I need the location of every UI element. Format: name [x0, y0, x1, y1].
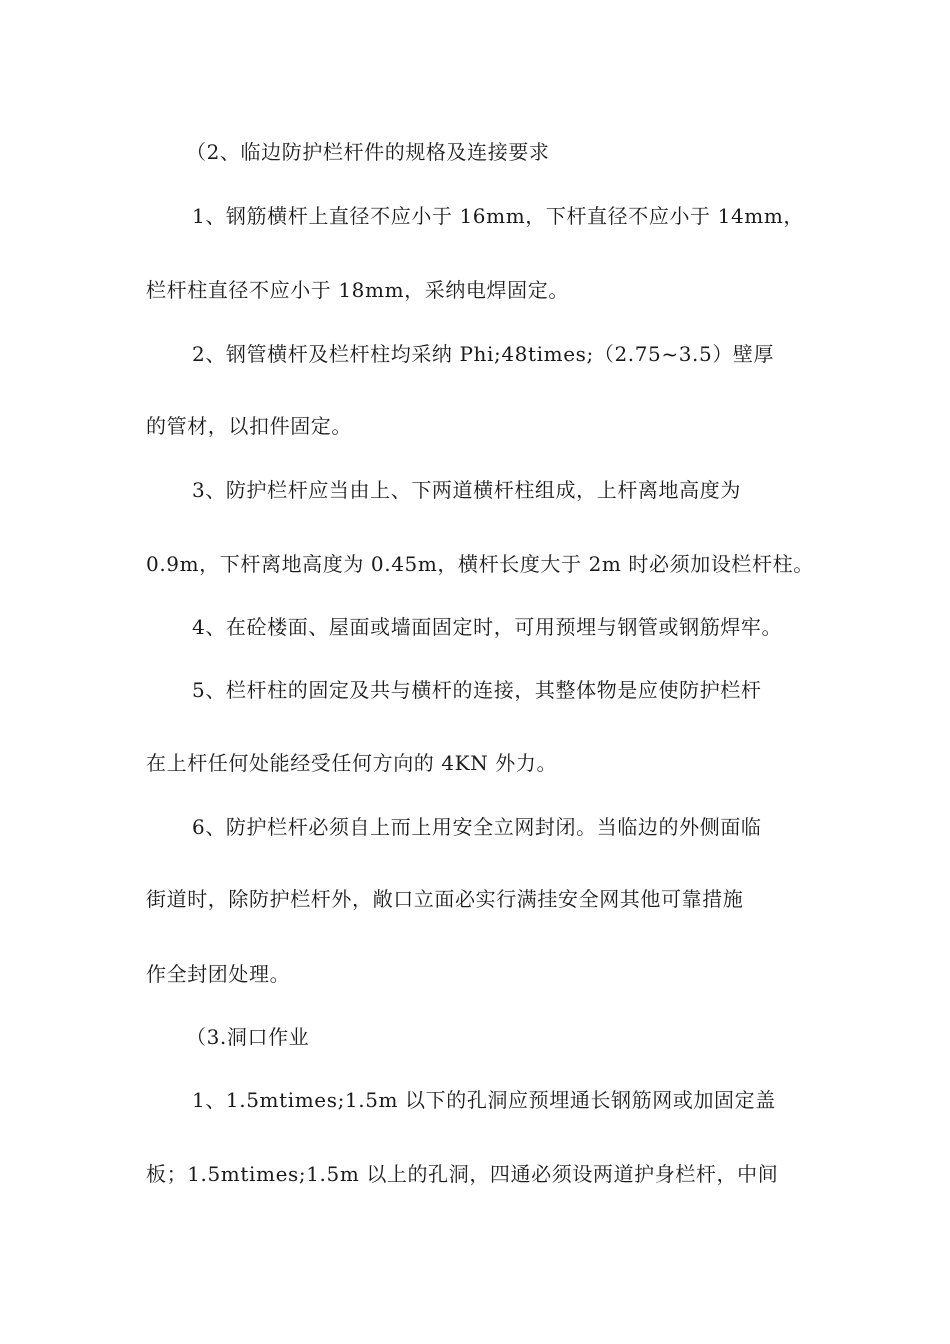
section-heading-3: （3.洞口作业	[186, 1025, 310, 1049]
paragraph-item-2-line-2: 的管材，以扣件固定。	[146, 414, 352, 438]
section-heading-2: （2、临边防护栏杆件的规格及连接要求	[186, 140, 550, 164]
paragraph-item-3-line-2: 0.9m，下杆离地高度为 0.45m，横杆长度大于 2m 时必须加设栏杆柱。	[146, 552, 814, 576]
paragraph-item-6-line-1: 6、防护栏杆必须自上而上用安全立网封闭。当临边的外侧面临	[192, 815, 762, 839]
paragraph-item-1-line-1: 1、钢筋横杆上直径不应小于 16mm，下杆直径不应小于 14mm，	[192, 204, 804, 228]
paragraph-item-1-line-2: 栏杆柱直径不应小于 18mm，采纳电焊固定。	[146, 278, 569, 302]
paragraph-item-2-line-1: 2、钢管横杆及栏杆柱均采纳 Phi;48times;（2.75~3.5）壁厚	[192, 342, 775, 366]
paragraph-item-5-line-2: 在上杆任何处能经受任何方向的 4KN 外力。	[146, 751, 558, 775]
paragraph-s3-item-1-line-2: 板；1.5mtimes;1.5m 以上的孔洞，四通必须设两道护身栏杆，中间	[146, 1162, 779, 1186]
paragraph-s3-item-1-line-1: 1、1.5mtimes;1.5m 以下的孔洞应预埋通长钢筋网或加固定盖	[192, 1088, 776, 1112]
paragraph-item-6-line-2: 街道时，除防护栏杆外，敞口立面必实行满挂安全网其他可靠措施	[146, 887, 744, 911]
paragraph-item-3-line-1: 3、防护栏杆应当由上、下两道横杆柱组成，上杆离地高度为	[192, 478, 741, 502]
paragraph-item-4-line-1: 4、在砼楼面、屋面或墙面固定时，可用预埋与钢管或钢筋焊牢。	[192, 615, 783, 639]
paragraph-item-6-line-3: 作全封团处理。	[146, 962, 291, 986]
paragraph-item-5-line-1: 5、栏杆柱的固定及共与横杆的连接，其整体物是应使防护栏杆	[192, 678, 762, 702]
